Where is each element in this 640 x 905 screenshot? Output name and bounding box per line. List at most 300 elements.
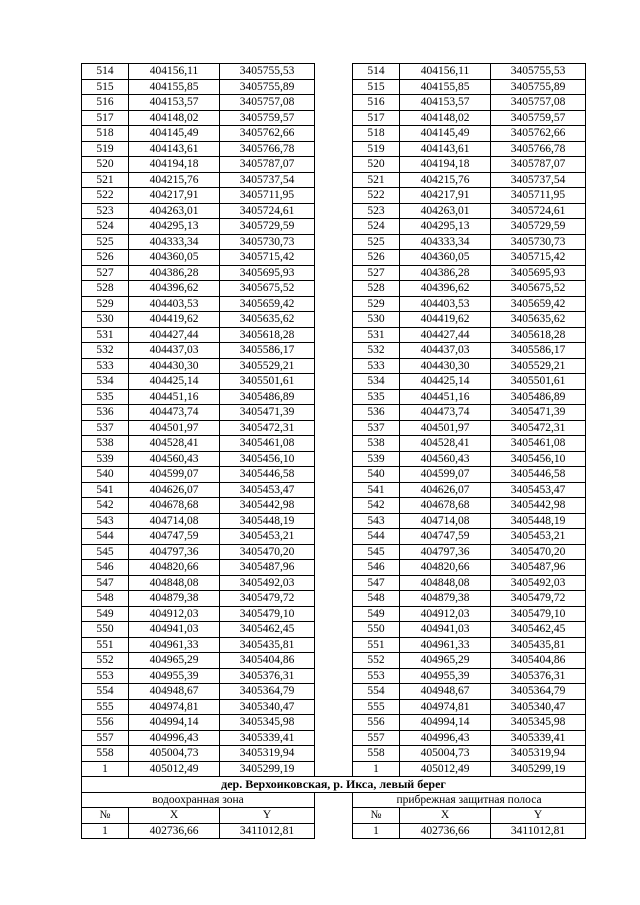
column-gap [315, 560, 353, 576]
left-y-coordinate: 3405448,19 [220, 513, 315, 529]
right-point-number: 556 [353, 715, 400, 731]
left-y-coordinate: 3405755,53 [220, 64, 315, 80]
left-point-number: 550 [82, 622, 129, 638]
right-y-coordinate: 3405435,81 [491, 637, 586, 653]
table-row [82, 219, 586, 235]
right-x-coordinate: 405004,73 [400, 746, 491, 762]
left-point-number: 514 [82, 64, 129, 80]
table-row [82, 684, 586, 700]
right-y-coordinate: 3405364,79 [491, 684, 586, 700]
right-point-x: 402736,66 [400, 823, 491, 839]
table-row [82, 482, 586, 498]
table-row [82, 172, 586, 188]
left-point-number: 522 [82, 188, 129, 204]
table-row [82, 746, 586, 762]
left-x-coordinate: 404437,03 [129, 343, 220, 359]
column-gap [315, 467, 353, 483]
table-row [82, 513, 586, 529]
table-row [82, 622, 586, 638]
right-y-coordinate: 3405470,20 [491, 544, 586, 560]
right-y-coordinate: 3405479,10 [491, 606, 586, 622]
right-point-number: 535 [353, 389, 400, 405]
right-y-coordinate: 3405787,07 [491, 157, 586, 173]
right-y-coordinate: 3405659,42 [491, 296, 586, 312]
left-y-coordinate: 3405487,96 [220, 560, 315, 576]
right-x-coordinate: 404528,41 [400, 436, 491, 452]
right-point-number: 1 [353, 823, 400, 839]
left-y-coordinate: 3405472,31 [220, 420, 315, 436]
left-y-coordinate: 3405446,58 [220, 467, 315, 483]
right-point-number: 552 [353, 653, 400, 669]
left-x-coordinate: 405004,73 [129, 746, 220, 762]
right-y-coordinate: 3405759,57 [491, 110, 586, 126]
left-y-coordinate: 3405724,61 [220, 203, 315, 219]
right-x-coordinate: 404430,30 [400, 358, 491, 374]
column-gap [315, 591, 353, 607]
left-x-coordinate: 404451,16 [129, 389, 220, 405]
right-point-number: 537 [353, 420, 400, 436]
column-gap [315, 389, 353, 405]
column-gap [315, 792, 353, 808]
left-y-coordinate: 3405471,39 [220, 405, 315, 421]
left-header-y: Y [220, 808, 315, 824]
table-row [82, 715, 586, 731]
right-point-number: 550 [353, 622, 400, 638]
left-point-number: 553 [82, 668, 129, 684]
table-row [82, 761, 586, 777]
right-x-coordinate: 404996,43 [400, 730, 491, 746]
left-point-number: 548 [82, 591, 129, 607]
right-x-coordinate: 404403,53 [400, 296, 491, 312]
right-x-coordinate: 404955,39 [400, 668, 491, 684]
table-row [82, 110, 586, 126]
right-point-number: 529 [353, 296, 400, 312]
right-y-coordinate: 3405737,54 [491, 172, 586, 188]
column-gap [315, 498, 353, 514]
right-y-coordinate: 3405729,59 [491, 219, 586, 235]
column-gap [315, 684, 353, 700]
right-x-coordinate: 404797,36 [400, 544, 491, 560]
right-y-coordinate: 3405715,42 [491, 250, 586, 266]
left-point-number: 521 [82, 172, 129, 188]
right-header-y: Y [491, 808, 586, 824]
table-row [82, 343, 586, 359]
column-gap [315, 529, 353, 545]
right-x-coordinate: 404961,33 [400, 637, 491, 653]
table-row [82, 730, 586, 746]
table-row [82, 699, 586, 715]
right-point-number: 517 [353, 110, 400, 126]
right-point-number: 548 [353, 591, 400, 607]
table-row [82, 327, 586, 343]
left-x-coordinate: 404427,44 [129, 327, 220, 343]
left-y-coordinate: 3405453,21 [220, 529, 315, 545]
left-y-coordinate: 3405364,79 [220, 684, 315, 700]
left-x-coordinate: 404965,29 [129, 653, 220, 669]
table-row [82, 265, 586, 281]
right-point-number: 1 [353, 761, 400, 777]
left-y-coordinate: 3405462,45 [220, 622, 315, 638]
left-point-number: 519 [82, 141, 129, 157]
right-y-coordinate: 3405299,19 [491, 761, 586, 777]
right-y-coordinate: 3405586,17 [491, 343, 586, 359]
left-x-coordinate: 404996,43 [129, 730, 220, 746]
left-x-coordinate: 404912,03 [129, 606, 220, 622]
right-y-coordinate: 3405766,78 [491, 141, 586, 157]
right-y-coordinate: 3405340,47 [491, 699, 586, 715]
table-row [82, 126, 586, 142]
left-x-coordinate: 404714,08 [129, 513, 220, 529]
right-x-coordinate: 404501,97 [400, 420, 491, 436]
left-x-coordinate: 404528,41 [129, 436, 220, 452]
left-point-number: 528 [82, 281, 129, 297]
left-point-number: 552 [82, 653, 129, 669]
column-gap [315, 79, 353, 95]
left-point-number: 532 [82, 343, 129, 359]
left-y-coordinate: 3405729,59 [220, 219, 315, 235]
column-gap [315, 234, 353, 250]
right-point-number: 518 [353, 126, 400, 142]
left-x-coordinate: 405012,49 [129, 761, 220, 777]
coordinates-table-body [82, 64, 586, 839]
column-gap [315, 157, 353, 173]
column-gap [315, 746, 353, 762]
right-y-coordinate: 3405339,41 [491, 730, 586, 746]
left-point-number: 557 [82, 730, 129, 746]
right-point-number: 544 [353, 529, 400, 545]
right-y-coordinate: 3405456,10 [491, 451, 586, 467]
right-y-coordinate: 3405618,28 [491, 327, 586, 343]
column-gap [315, 715, 353, 731]
right-x-coordinate: 404295,13 [400, 219, 491, 235]
table-row [82, 591, 586, 607]
table-row [82, 188, 586, 204]
left-y-coordinate: 3405486,89 [220, 389, 315, 405]
right-x-coordinate: 404599,07 [400, 467, 491, 483]
right-point-number: 553 [353, 668, 400, 684]
left-x-coordinate: 404145,49 [129, 126, 220, 142]
left-x-coordinate: 404879,38 [129, 591, 220, 607]
right-y-coordinate: 3405492,03 [491, 575, 586, 591]
left-x-coordinate: 404194,18 [129, 157, 220, 173]
right-y-coordinate: 3405404,86 [491, 653, 586, 669]
left-y-coordinate: 3405345,98 [220, 715, 315, 731]
left-x-coordinate: 404473,74 [129, 405, 220, 421]
column-gap [315, 203, 353, 219]
left-x-coordinate: 404747,59 [129, 529, 220, 545]
right-point-number: 536 [353, 405, 400, 421]
left-x-coordinate: 404678,68 [129, 498, 220, 514]
right-header-number: № [353, 808, 400, 824]
column-gap [315, 451, 353, 467]
right-header-x: X [400, 808, 491, 824]
left-y-coordinate: 3405730,73 [220, 234, 315, 250]
left-x-coordinate: 404419,62 [129, 312, 220, 328]
column-gap [315, 606, 353, 622]
right-x-coordinate: 404145,49 [400, 126, 491, 142]
right-point-number: 533 [353, 358, 400, 374]
right-x-coordinate: 404217,91 [400, 188, 491, 204]
left-point-number: 547 [82, 575, 129, 591]
right-x-coordinate: 404396,62 [400, 281, 491, 297]
left-y-coordinate: 3405404,86 [220, 653, 315, 669]
column-gap [315, 653, 353, 669]
right-point-number: 523 [353, 203, 400, 219]
left-point-number: 538 [82, 436, 129, 452]
left-x-coordinate: 404955,39 [129, 668, 220, 684]
right-point-number: 532 [353, 343, 400, 359]
left-x-coordinate: 404403,53 [129, 296, 220, 312]
right-y-coordinate: 3405695,93 [491, 265, 586, 281]
right-point-number: 558 [353, 746, 400, 762]
table-row [82, 157, 586, 173]
left-y-coordinate: 3405755,89 [220, 79, 315, 95]
left-point-number: 551 [82, 637, 129, 653]
right-y-coordinate: 3405462,45 [491, 622, 586, 638]
column-gap [315, 296, 353, 312]
left-x-coordinate: 404425,14 [129, 374, 220, 390]
right-y-coordinate: 3405479,72 [491, 591, 586, 607]
table-row [82, 637, 586, 653]
table-row [82, 141, 586, 157]
right-x-coordinate: 404425,14 [400, 374, 491, 390]
left-point-number: 536 [82, 405, 129, 421]
right-x-coordinate: 404155,85 [400, 79, 491, 95]
right-y-coordinate: 3405762,66 [491, 126, 586, 142]
left-x-coordinate: 404848,08 [129, 575, 220, 591]
left-point-number: 535 [82, 389, 129, 405]
left-x-coordinate: 404501,97 [129, 420, 220, 436]
right-y-coordinate: 3405501,61 [491, 374, 586, 390]
right-y-coordinate: 3405471,39 [491, 405, 586, 421]
left-y-coordinate: 3405757,08 [220, 95, 315, 111]
left-x-coordinate: 404560,43 [129, 451, 220, 467]
left-point-number: 524 [82, 219, 129, 235]
left-y-coordinate: 3405442,98 [220, 498, 315, 514]
section-title-row [82, 777, 586, 793]
left-y-coordinate: 3405737,54 [220, 172, 315, 188]
left-y-coordinate: 3405319,94 [220, 746, 315, 762]
right-point-number: 555 [353, 699, 400, 715]
left-x-coordinate: 404430,30 [129, 358, 220, 374]
column-gap [315, 544, 353, 560]
right-x-coordinate: 404714,08 [400, 513, 491, 529]
right-point-number: 547 [353, 575, 400, 591]
right-y-coordinate: 3405319,94 [491, 746, 586, 762]
left-header-x: X [129, 808, 220, 824]
right-y-coordinate: 3405448,19 [491, 513, 586, 529]
left-x-coordinate: 404333,34 [129, 234, 220, 250]
left-point-number: 546 [82, 560, 129, 576]
right-x-coordinate: 404678,68 [400, 498, 491, 514]
left-y-coordinate: 3405376,31 [220, 668, 315, 684]
right-y-coordinate: 3405442,98 [491, 498, 586, 514]
column-gap [315, 281, 353, 297]
left-x-coordinate: 404217,91 [129, 188, 220, 204]
column-gap [315, 823, 353, 839]
left-y-coordinate: 3405659,42 [220, 296, 315, 312]
right-y-coordinate: 3405446,58 [491, 467, 586, 483]
right-point-number: 557 [353, 730, 400, 746]
right-y-coordinate: 3405376,31 [491, 668, 586, 684]
right-x-coordinate: 404263,01 [400, 203, 491, 219]
right-x-coordinate: 404994,14 [400, 715, 491, 731]
left-point-number: 1 [82, 823, 129, 839]
left-x-coordinate: 404148,02 [129, 110, 220, 126]
table-row [82, 95, 586, 111]
left-point-y: 3411012,81 [220, 823, 315, 839]
right-x-coordinate: 404626,07 [400, 482, 491, 498]
table-row [82, 575, 586, 591]
column-gap [315, 219, 353, 235]
section-title: дер. Верхоиковская, р. Икса, левый берег [82, 777, 586, 793]
left-y-coordinate: 3405715,42 [220, 250, 315, 266]
right-y-coordinate: 3405461,08 [491, 436, 586, 452]
right-y-coordinate: 3405453,21 [491, 529, 586, 545]
right-point-number: 528 [353, 281, 400, 297]
column-gap [315, 730, 353, 746]
left-point-number: 525 [82, 234, 129, 250]
right-x-coordinate: 404427,44 [400, 327, 491, 343]
right-point-number: 530 [353, 312, 400, 328]
left-x-coordinate: 404941,03 [129, 622, 220, 638]
right-x-coordinate: 404948,67 [400, 684, 491, 700]
left-x-coordinate: 404143,61 [129, 141, 220, 157]
left-y-coordinate: 3405339,41 [220, 730, 315, 746]
left-point-number: 531 [82, 327, 129, 343]
right-x-coordinate: 404143,61 [400, 141, 491, 157]
header-row [82, 808, 586, 824]
table-row [82, 234, 586, 250]
column-gap [315, 699, 353, 715]
right-y-coordinate: 3405487,96 [491, 560, 586, 576]
right-x-coordinate: 404153,57 [400, 95, 491, 111]
table-row [82, 606, 586, 622]
first-point-row [82, 823, 586, 839]
right-x-coordinate: 405012,49 [400, 761, 491, 777]
left-point-number: 529 [82, 296, 129, 312]
table-row [82, 560, 586, 576]
column-gap [315, 575, 353, 591]
left-y-coordinate: 3405470,20 [220, 544, 315, 560]
table-row [82, 312, 586, 328]
left-point-number: 515 [82, 79, 129, 95]
right-x-coordinate: 404965,29 [400, 653, 491, 669]
right-point-number: 531 [353, 327, 400, 343]
column-gap [315, 141, 353, 157]
right-point-y: 3411012,81 [491, 823, 586, 839]
left-y-coordinate: 3405501,61 [220, 374, 315, 390]
right-x-coordinate: 404437,03 [400, 343, 491, 359]
right-point-number: 541 [353, 482, 400, 498]
right-x-coordinate: 404194,18 [400, 157, 491, 173]
left-point-number: 545 [82, 544, 129, 560]
right-x-coordinate: 404848,08 [400, 575, 491, 591]
table-row [82, 405, 586, 421]
column-gap [315, 250, 353, 266]
right-x-coordinate: 404386,28 [400, 265, 491, 281]
left-y-coordinate: 3405618,28 [220, 327, 315, 343]
column-gap [315, 405, 353, 421]
column-gap [315, 761, 353, 777]
left-x-coordinate: 404820,66 [129, 560, 220, 576]
left-x-coordinate: 404295,13 [129, 219, 220, 235]
left-x-coordinate: 404263,01 [129, 203, 220, 219]
left-x-coordinate: 404396,62 [129, 281, 220, 297]
column-gap [315, 436, 353, 452]
right-point-number: 516 [353, 95, 400, 111]
column-gap [315, 126, 353, 142]
column-gap [315, 668, 353, 684]
left-y-coordinate: 3405479,10 [220, 606, 315, 622]
right-y-coordinate: 3405453,47 [491, 482, 586, 498]
table-row [82, 389, 586, 405]
column-gap [315, 95, 353, 111]
right-x-coordinate: 404360,05 [400, 250, 491, 266]
left-point-number: 523 [82, 203, 129, 219]
left-y-coordinate: 3405586,17 [220, 343, 315, 359]
left-x-coordinate: 404797,36 [129, 544, 220, 560]
right-y-coordinate: 3405755,53 [491, 64, 586, 80]
table-row [82, 358, 586, 374]
table-row [82, 203, 586, 219]
right-point-number: 521 [353, 172, 400, 188]
left-point-number: 526 [82, 250, 129, 266]
left-point-number: 530 [82, 312, 129, 328]
right-x-coordinate: 404974,81 [400, 699, 491, 715]
column-gap [315, 358, 353, 374]
right-y-coordinate: 3405472,31 [491, 420, 586, 436]
left-y-coordinate: 3405340,47 [220, 699, 315, 715]
table-row [82, 436, 586, 452]
right-point-number: 554 [353, 684, 400, 700]
right-point-number: 519 [353, 141, 400, 157]
left-header-number: № [82, 808, 129, 824]
table-row [82, 544, 586, 560]
water-protection-zone-title: водоохранная зона [82, 792, 315, 808]
left-point-number: 549 [82, 606, 129, 622]
right-y-coordinate: 3405675,52 [491, 281, 586, 297]
left-point-number: 518 [82, 126, 129, 142]
left-y-coordinate: 3405675,52 [220, 281, 315, 297]
left-x-coordinate: 404386,28 [129, 265, 220, 281]
left-point-number: 516 [82, 95, 129, 111]
left-point-number: 534 [82, 374, 129, 390]
column-gap [315, 188, 353, 204]
right-x-coordinate: 404747,59 [400, 529, 491, 545]
left-y-coordinate: 3405695,93 [220, 265, 315, 281]
column-gap [315, 808, 353, 824]
right-y-coordinate: 3405730,73 [491, 234, 586, 250]
left-point-number: 542 [82, 498, 129, 514]
column-gap [315, 64, 353, 80]
table-row [82, 296, 586, 312]
column-gap [315, 513, 353, 529]
left-x-coordinate: 404153,57 [129, 95, 220, 111]
right-y-coordinate: 3405724,61 [491, 203, 586, 219]
table-row [82, 250, 586, 266]
right-point-number: 524 [353, 219, 400, 235]
right-x-coordinate: 404912,03 [400, 606, 491, 622]
left-x-coordinate: 404994,14 [129, 715, 220, 731]
right-x-coordinate: 404333,34 [400, 234, 491, 250]
left-point-number: 517 [82, 110, 129, 126]
column-gap [315, 482, 353, 498]
left-y-coordinate: 3405529,21 [220, 358, 315, 374]
left-y-coordinate: 3405435,81 [220, 637, 315, 653]
left-point-number: 555 [82, 699, 129, 715]
table-row [82, 281, 586, 297]
